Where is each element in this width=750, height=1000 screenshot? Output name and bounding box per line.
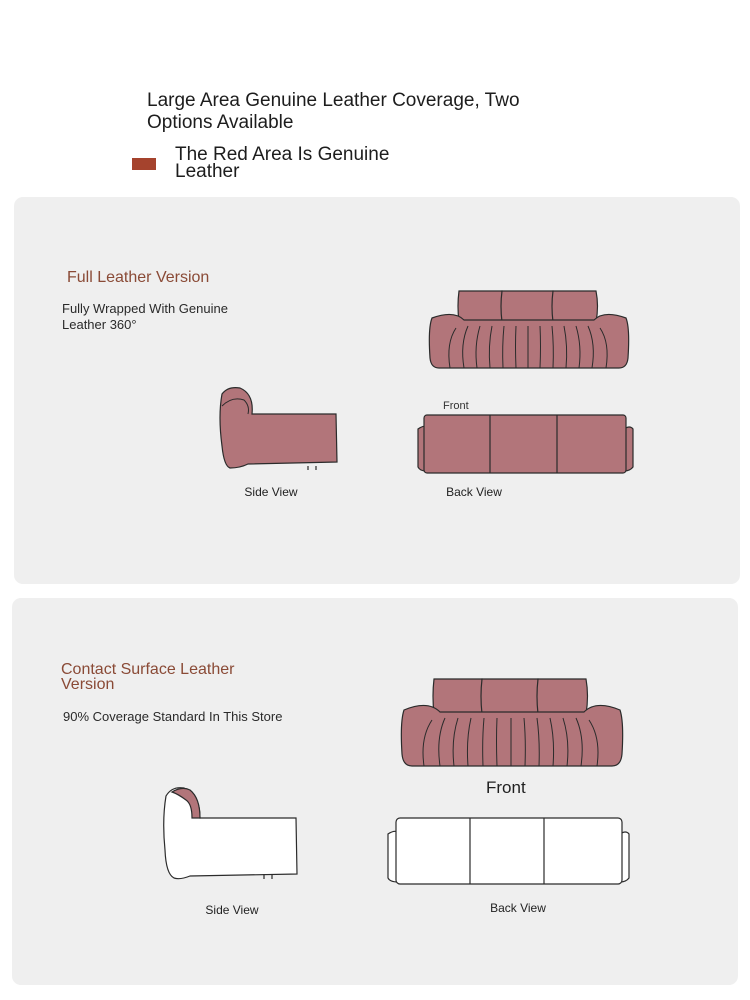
full-leather-description: Fully Wrapped With Genuine Leather 360° [62,301,228,332]
back-view-label: Back View [446,485,502,499]
side-view-label: Side View [205,903,259,917]
sofa-side-contact-leather [160,786,302,882]
sofa-front-full-leather [424,288,634,378]
front-label: Front [486,778,526,797]
contact-leather-description: 90% Coverage Standard In This Store [63,709,283,724]
leather-color-swatch [132,158,156,170]
side-view-label: Side View [244,485,298,499]
contact-leather-title: Contact Surface Leather Version [61,661,235,693]
contact-leather-panel [12,598,738,985]
back-view-label: Back View [490,901,546,915]
full-leather-title: Full Leather Version [67,269,210,286]
legend-label: The Red Area Is Genuine Leather [175,144,390,182]
sofa-side-full-leather [214,386,340,472]
full-leather-panel [14,197,740,584]
sofa-front-contact-leather [396,676,628,772]
page-headline: Large Area Genuine Leather Coverage, Two Options Available [147,90,520,133]
front-label: Front [443,400,469,412]
sofa-back-full-leather [416,413,636,477]
sofa-back-contact-leather [386,816,632,888]
